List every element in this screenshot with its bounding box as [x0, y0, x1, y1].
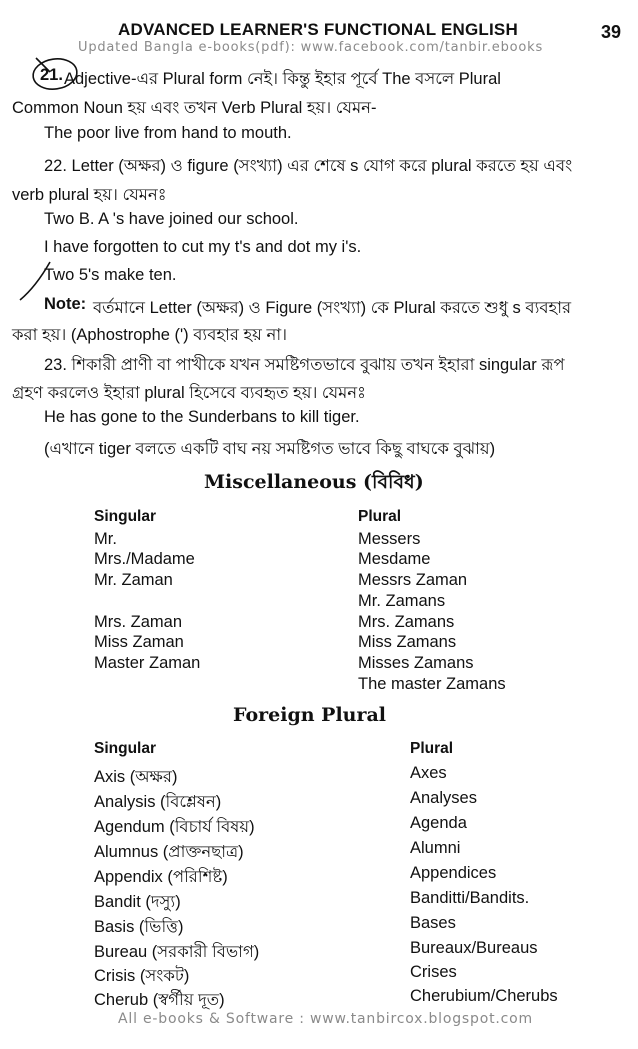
rule-22-line1: 22. Letter (অক্ষর) ও figure (সংখ্যা) এর শেষে s যোগ করে plural করতে হয় এবং — [44, 157, 573, 175]
misc-plural-item: Mr. Zamans — [358, 592, 446, 610]
misc-singular-item: Mr. Zaman — [94, 571, 173, 589]
foreign-plural: Appendices — [410, 864, 497, 882]
rule-21-example: The poor live from hand to mouth. — [44, 124, 292, 142]
misc-plural-item: Messers — [358, 530, 421, 548]
foreign-singular: Agendum (বিচার্য বিষয়) — [94, 818, 255, 836]
misc-singular-item: Mrs. Zaman — [94, 613, 183, 631]
rule-22-example-2: I have forgotten to cut my t's and dot my i's. — [44, 238, 362, 256]
rule-22-example-1: Two B. A 's have joined our school. — [44, 210, 299, 228]
rule-21-number: 21. — [40, 66, 63, 84]
foreign-plural: Analyses — [410, 789, 477, 807]
foreign-plural: Alumni — [410, 839, 461, 857]
rule-21-line1: Adjective-এর Plural form নেই। কিন্তু ইহার পূর্বে The বসলে Plural — [64, 70, 501, 88]
misc-plural-item: Mrs. Zamans — [358, 613, 455, 631]
misc-plural-item: Messrs Zaman — [358, 571, 468, 589]
rule-21-line2: Common Noun হয় এবং তখন Verb Plural হয়। যেমন- — [12, 99, 377, 117]
foreign-singular: Alumnus (প্রাক্তনছাত্র) — [94, 843, 244, 861]
foreign-plural: Crises — [410, 963, 457, 981]
foreign-singular: Bureau (সরকারী বিভাগ) — [94, 943, 260, 961]
rule-23-line1: 23. শিকারী প্রাণী বা পাখীকে যখন সমষ্টিগতভাবে বুঝায় তখন ইহারা singular রূপ — [44, 356, 565, 374]
running-header: ADVANCED LEARNER'S FUNCTIONAL ENGLISH — [118, 20, 518, 39]
foreign-singular: Appendix (পরিশিষ্ট) — [94, 868, 228, 886]
foreign-singular: Bandit (দস্যু) — [94, 893, 181, 911]
foreign-plural: Bases — [410, 914, 456, 932]
misc-plural-item: The master Zamans — [358, 675, 506, 693]
watermark-top: Updated Bangla e-books(pdf): www.facebook.com/tanbir.ebooks — [78, 40, 544, 55]
misc-col-singular: Singular — [94, 508, 157, 525]
misc-col-plural: Plural — [358, 508, 402, 525]
foreign-singular: Cherub (স্বর্গীয় দূত) — [94, 991, 225, 1009]
misc-singular-item: Mr. — [94, 530, 117, 548]
foreign-plural: Cherubium/Cherubs — [410, 987, 558, 1005]
foreign-singular: Crisis (সংকট) — [94, 967, 190, 985]
foreign-plural: Bureaux/Bureaus — [410, 939, 538, 957]
rule-23-line2: গ্রহণ করলেও ইহারা plural হিসেবে ব্যবহৃত হয়। যেমনঃ — [12, 384, 366, 402]
misc-section-title: Miscellaneous (বিবিধ) — [204, 471, 424, 493]
note-line2: করা হয়। (Aphostrophe (') ব্যবহার হয় না। — [12, 326, 288, 344]
misc-singular-item: Master Zaman — [94, 654, 201, 672]
misc-plural-item: Mesdame — [358, 550, 431, 568]
foreign-singular: Axis (অক্ষর) — [94, 768, 178, 786]
foreign-col-singular: Singular — [94, 740, 157, 757]
rule-23-example-1: He has gone to the Sunderbans to kill tiger. — [44, 408, 360, 426]
rule-22-example-3: Two 5's make ten. — [44, 266, 177, 284]
misc-plural-item: Miss Zamans — [358, 633, 457, 651]
page-number: 39 — [601, 22, 622, 42]
misc-singular-item: Mrs./Madame — [94, 550, 195, 568]
rule-22-line2: verb plural হয়। যেমনঃ — [12, 186, 167, 204]
misc-singular-item: Miss Zaman — [94, 633, 184, 651]
foreign-plural: Banditti/Bandits. — [410, 889, 530, 907]
foreign-section-title: Foreign Plural — [233, 704, 387, 726]
rule-23-example-2: (এখানে tiger বলতে একটি বাঘ নয় সমষ্টিগত ভাবে কিছু বাঘকে বুঝায়) — [44, 440, 496, 458]
pen-circle-mark — [28, 50, 84, 94]
misc-plural-item: Misses Zamans — [358, 654, 474, 672]
note-line1: বর্তমানে Letter (অক্ষর) ও Figure (সংখ্যা) কে Plural করতে শুধু s ব্যবহার — [93, 299, 572, 317]
foreign-singular: Basis (ভিত্তি) — [94, 918, 184, 936]
foreign-plural: Agenda — [410, 814, 467, 832]
watermark-bottom: All e-books & Software : www.tanbircox.blogspot.com — [118, 1011, 533, 1027]
foreign-col-plural: Plural — [410, 740, 454, 757]
note-label: Note: — [44, 295, 87, 313]
foreign-plural: Axes — [410, 764, 447, 782]
foreign-singular: Analysis (বিশ্লেষন) — [94, 793, 222, 811]
